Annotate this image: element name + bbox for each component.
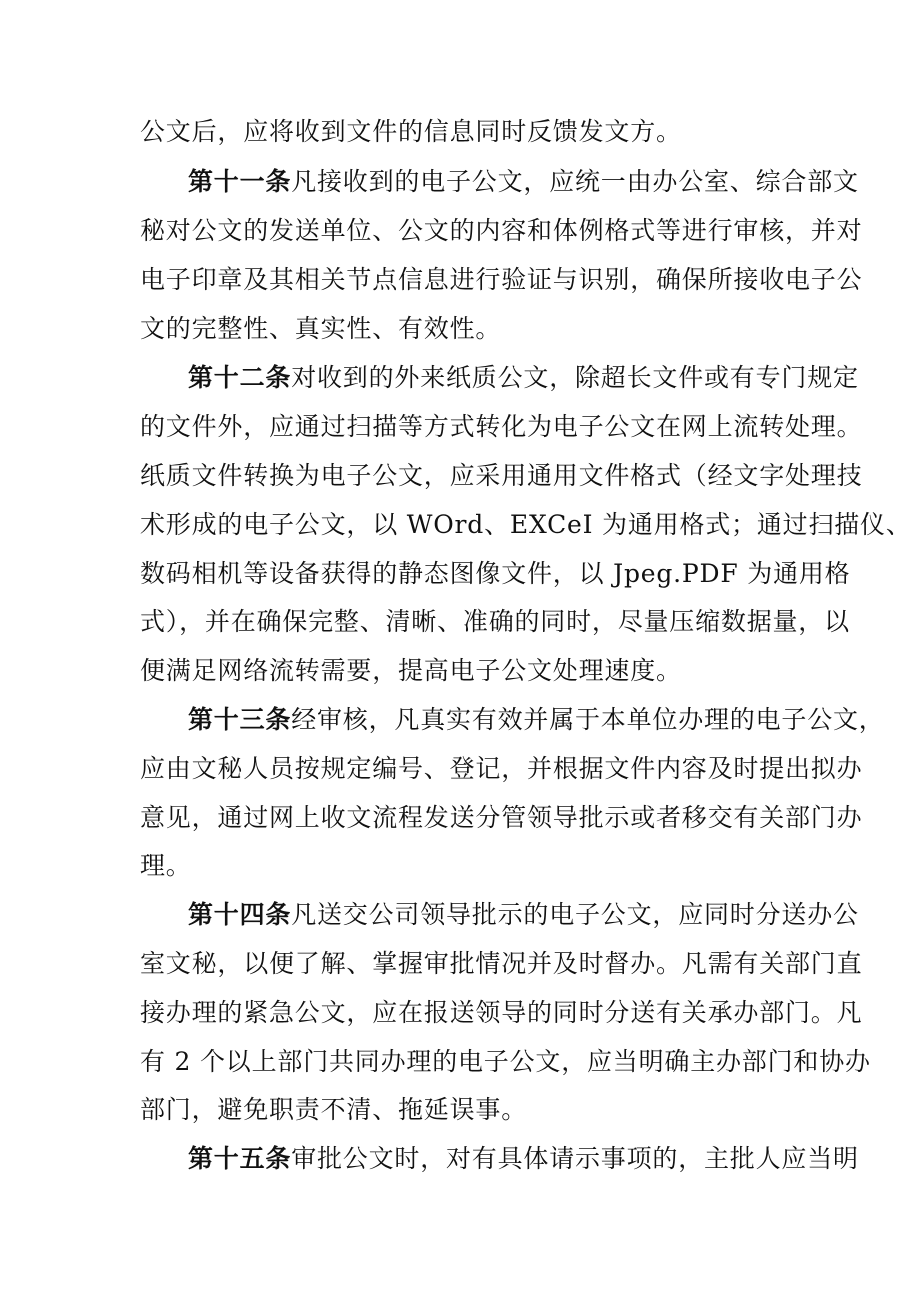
paragraph-line: 秘对公文的发送单位、公文的内容和体例格式等进行审核，并对 xyxy=(140,216,863,245)
paragraph-line: 部门，避免职责不清、拖延误事。 xyxy=(140,1095,528,1124)
article-11-first-line xyxy=(188,162,859,202)
article-15-first-line xyxy=(188,1139,859,1179)
paragraph-line: 数码相机等设备获得的静态图像文件，以 Jpeg.PDF 为通用格 xyxy=(140,559,851,588)
article-15-heading: 第十五条 xyxy=(188,1144,292,1173)
paragraph-line: 经审核，凡真实有效并属于本单位办理的电子公文， xyxy=(291,705,885,734)
paragraph-line: 式），并在确保完整、清晰、准确的同时，尽量压缩数据量，以 xyxy=(140,607,850,636)
paragraph-line: 电子印章及其相关节点信息进行验证与识别，确保所接收电子公 xyxy=(140,265,863,294)
article-11-heading: 第十一条 xyxy=(188,167,292,196)
article-13-first-line xyxy=(188,700,885,740)
paragraph-line: 凡送交公司领导批示的电子公文，应同时分送办公 xyxy=(291,900,859,929)
paragraph-line: 意见，通过网上收文流程发送分管领导批示或者移交有关部门办 xyxy=(140,803,863,832)
article-12-first-line xyxy=(188,358,859,398)
paragraph-line: 有 2 个以上部门共同办理的电子公文，应当明确主办部门和协办 xyxy=(140,1047,871,1076)
article-14-heading: 第十四条 xyxy=(188,900,292,929)
paragraph-line: 术形成的电子公文，以 WOrd、EXCeI 为通用格式；通过扫描仪、 xyxy=(140,510,912,539)
paragraph-line: 纸质文件转换为电子公文，应采用通用文件格式（经文字处理技 xyxy=(140,461,863,490)
paragraph-line: 对收到的外来纸质公文，除超长文件或有专门规定 xyxy=(291,363,859,392)
paragraph-line: 便满足网络流转需要，提高电子公文处理速度。 xyxy=(140,656,682,685)
paragraph-line: 接办理的紧急公文，应在报送领导的同时分送有关承办部门。凡 xyxy=(140,998,863,1027)
paragraph-line: 室文秘，以便了解、掌握审批情况并及时督办。凡需有关部门直 xyxy=(140,949,863,978)
paragraph-line: 审批公文时，对有具体请示事项的，主批人应当明 xyxy=(291,1144,859,1173)
paragraph-line: 应由文秘人员按规定编号、登记，并根据文件内容及时提出拟办 xyxy=(140,754,863,783)
article-14-first-line xyxy=(188,895,859,935)
paragraph-line: 理。 xyxy=(140,851,192,880)
paragraph-line: 公文后，应将收到文件的信息同时反馈发文方。 xyxy=(140,117,682,146)
article-12-heading: 第十二条 xyxy=(188,363,292,392)
paragraph-line: 凡接收到的电子公文，应统一由办公室、综合部文 xyxy=(291,167,859,196)
paragraph-line: 文的完整性、真实性、有效性。 xyxy=(140,314,502,343)
paragraph-line: 的文件外，应通过扫描等方式转化为电子公文在网上流转处理。 xyxy=(140,412,863,441)
article-13-heading: 第十三条 xyxy=(188,705,292,734)
